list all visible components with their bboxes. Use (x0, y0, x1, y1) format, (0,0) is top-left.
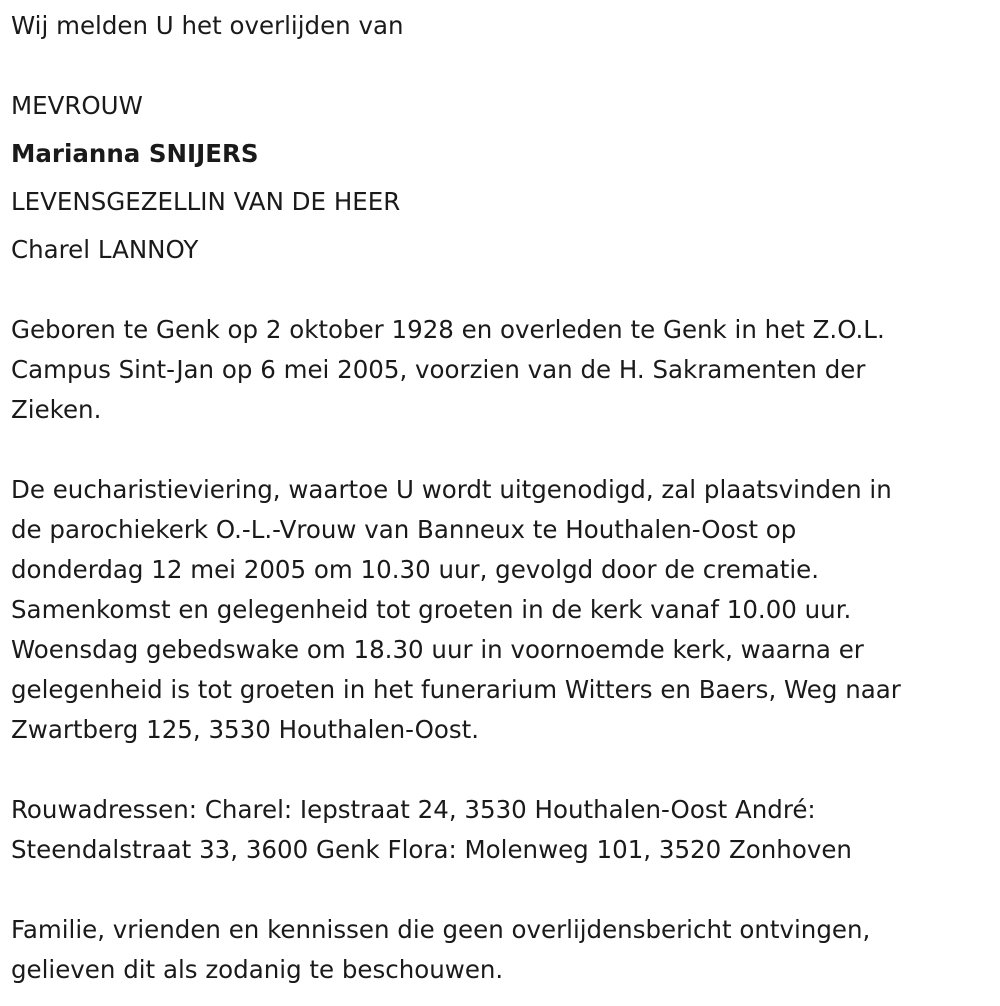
deceased-name: Marianna SNIJERS (11, 139, 259, 168)
paragraph-line: Rouwadressen: Charel: Iepstraat 24, 3530 Houthalen-Oost André: (11, 795, 816, 824)
paragraph-line: Woensdag gebedswake om 18.30 uur in voornoemde kerk, waarna er (11, 635, 864, 664)
partner-name: Charel LANNOY (11, 235, 199, 264)
intro-text: Wij melden U het overlijden van (11, 11, 404, 40)
partner-relation: LEVENSGEZELLIN VAN DE HEER (11, 187, 401, 216)
paragraph-line: Zwartberg 125, 3530 Houthalen-Oost. (11, 715, 480, 744)
paragraph-line: donderdag 12 mei 2005 om 10.30 uur, gevolgd door de crematie. (11, 555, 819, 584)
paragraph-line: De eucharistieviering, waartoe U wordt uitgenodigd, zal plaatsvinden in (11, 475, 892, 504)
paragraph-line: de parochiekerk O.-L.-Vrouw van Banneux te Houthalen-Oost op (11, 515, 797, 544)
paragraph-line: Samenkomst en gelegenheid tot groeten in de kerk vanaf 10.00 uur. (11, 595, 852, 624)
birth-death-paragraph (11, 310, 885, 430)
paragraph-line: gelieven dit als zodanig te beschouwen. (11, 955, 504, 984)
closing-paragraph (11, 910, 870, 990)
addresses-paragraph (11, 790, 852, 870)
ceremony-paragraph (11, 470, 901, 750)
paragraph-line: Campus Sint-Jan op 6 mei 2005, voorzien van de H. Sakramenten der (11, 355, 866, 384)
honorific-title: MEVROUW (11, 91, 143, 120)
paragraph-line: gelegenheid is tot groeten in het funerarium Witters en Baers, Weg naar (11, 675, 901, 704)
paragraph-line: Geboren te Genk op 2 oktober 1928 en overleden te Genk in het Z.O.L. (11, 315, 885, 344)
paragraph-line: Zieken. (11, 395, 102, 424)
paragraph-line: Familie, vrienden en kennissen die geen overlijdensbericht ontvingen, (11, 915, 871, 944)
paragraph-line: Steendalstraat 33, 3600 Genk Flora: Molenweg 101, 3520 Zonhoven (11, 835, 852, 864)
